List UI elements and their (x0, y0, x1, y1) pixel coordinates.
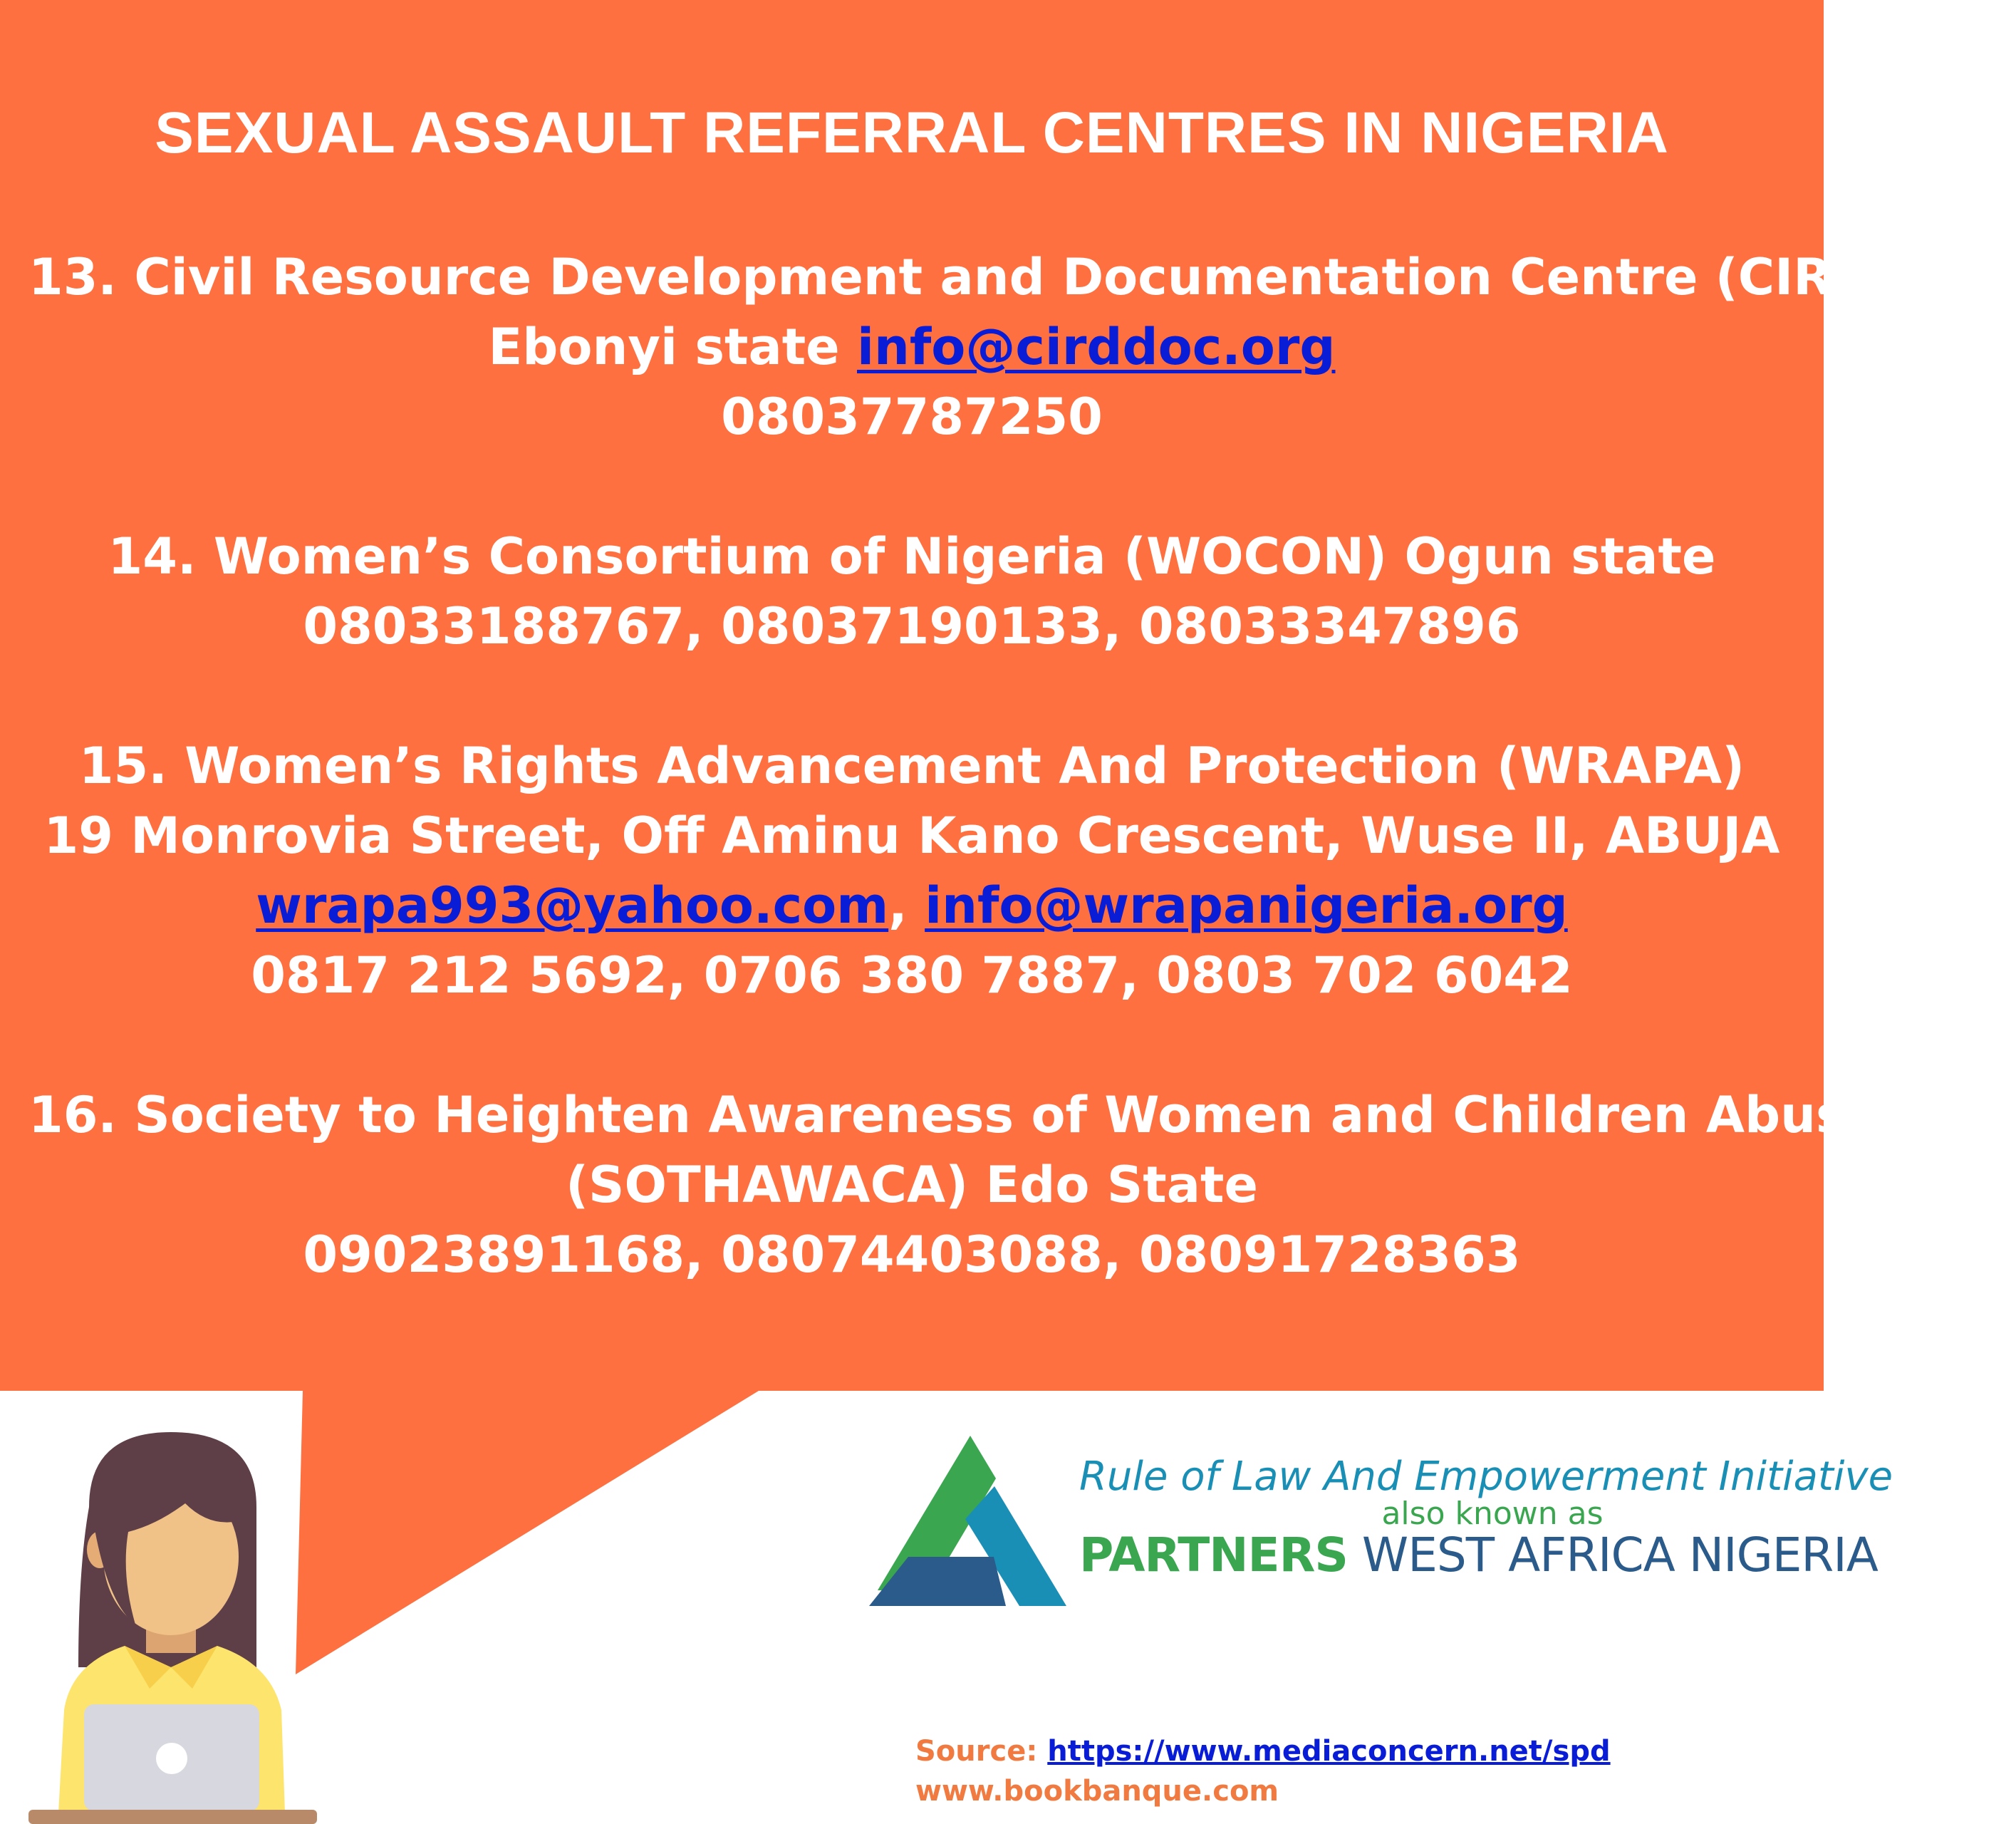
entry-phone: 08037787250 (721, 388, 1103, 446)
email-separator: , (888, 876, 925, 935)
site-credit: www.bookbanque.com (915, 1775, 1279, 1808)
logo-brand-partners: PARTNERS (1079, 1528, 1348, 1582)
entry-phones: 09023891168, 08074403088, 08091728363 (303, 1226, 1521, 1284)
entry-state-email (28, 312, 1795, 382)
logo-brand (1079, 1528, 1878, 1582)
entry-heading: 14. Women’s Consortium of Nigeria (WOCON) Ogun state (108, 527, 1716, 586)
logo-org-name: Rule of Law And Empowerment Initiative (1079, 1454, 1893, 1500)
entry-phones: 08033188767, 08037190133, 08033347896 (303, 597, 1521, 656)
entry-phones: 0817 212 5692, 0706 380 7887, 0803 702 6042 (251, 946, 1573, 1005)
list-item (28, 242, 2016, 452)
source-link[interactable]: https://www.mediaconcern.net/spd (1047, 1735, 1611, 1768)
entry-address: 19 Monrovia Street, Off Aminu Kano Crescent, Wuse II, ABUJA (43, 807, 1780, 865)
organization-logo-text (1079, 1454, 1893, 1582)
list-item (28, 522, 1795, 661)
page-title: SEXUAL ASSAULT REFERRAL CENTRES IN NIGERIA (155, 100, 1669, 165)
logo-brand-region: WEST AFRICA NIGERIA (1347, 1528, 1878, 1582)
source-credit (915, 1731, 1611, 1811)
entry-heading: 13. Civil Resource Development and Documentation Centre (CIRDDOC) (28, 248, 2016, 306)
entry-emails (28, 871, 1795, 940)
email-link[interactable]: wrapa993@yahoo.com (256, 876, 889, 935)
email-link[interactable]: info@cirddoc.org (857, 318, 1336, 376)
triangle-logo-icon (869, 1436, 1066, 1606)
entry-state: Ebonyi state (488, 318, 857, 376)
entry-heading: 15. Women’s Rights Advancement And Protection (WRAPA) (78, 737, 1745, 795)
entry-heading-cont: (SOTHAWACA) Edo State (566, 1156, 1258, 1214)
list-item (28, 731, 1795, 1010)
woman-with-laptop-illustration (28, 1432, 317, 1824)
email-link[interactable]: info@wrapanigeria.org (925, 876, 1568, 935)
source-label: Source: (915, 1735, 1048, 1768)
list-item (28, 1080, 1880, 1290)
logo-aka: also known as (1381, 1496, 1604, 1532)
entry-heading: 16. Society to Heighten Awareness of Women and Children Abuse (28, 1086, 1880, 1144)
referral-centres-list (28, 242, 2016, 1359)
